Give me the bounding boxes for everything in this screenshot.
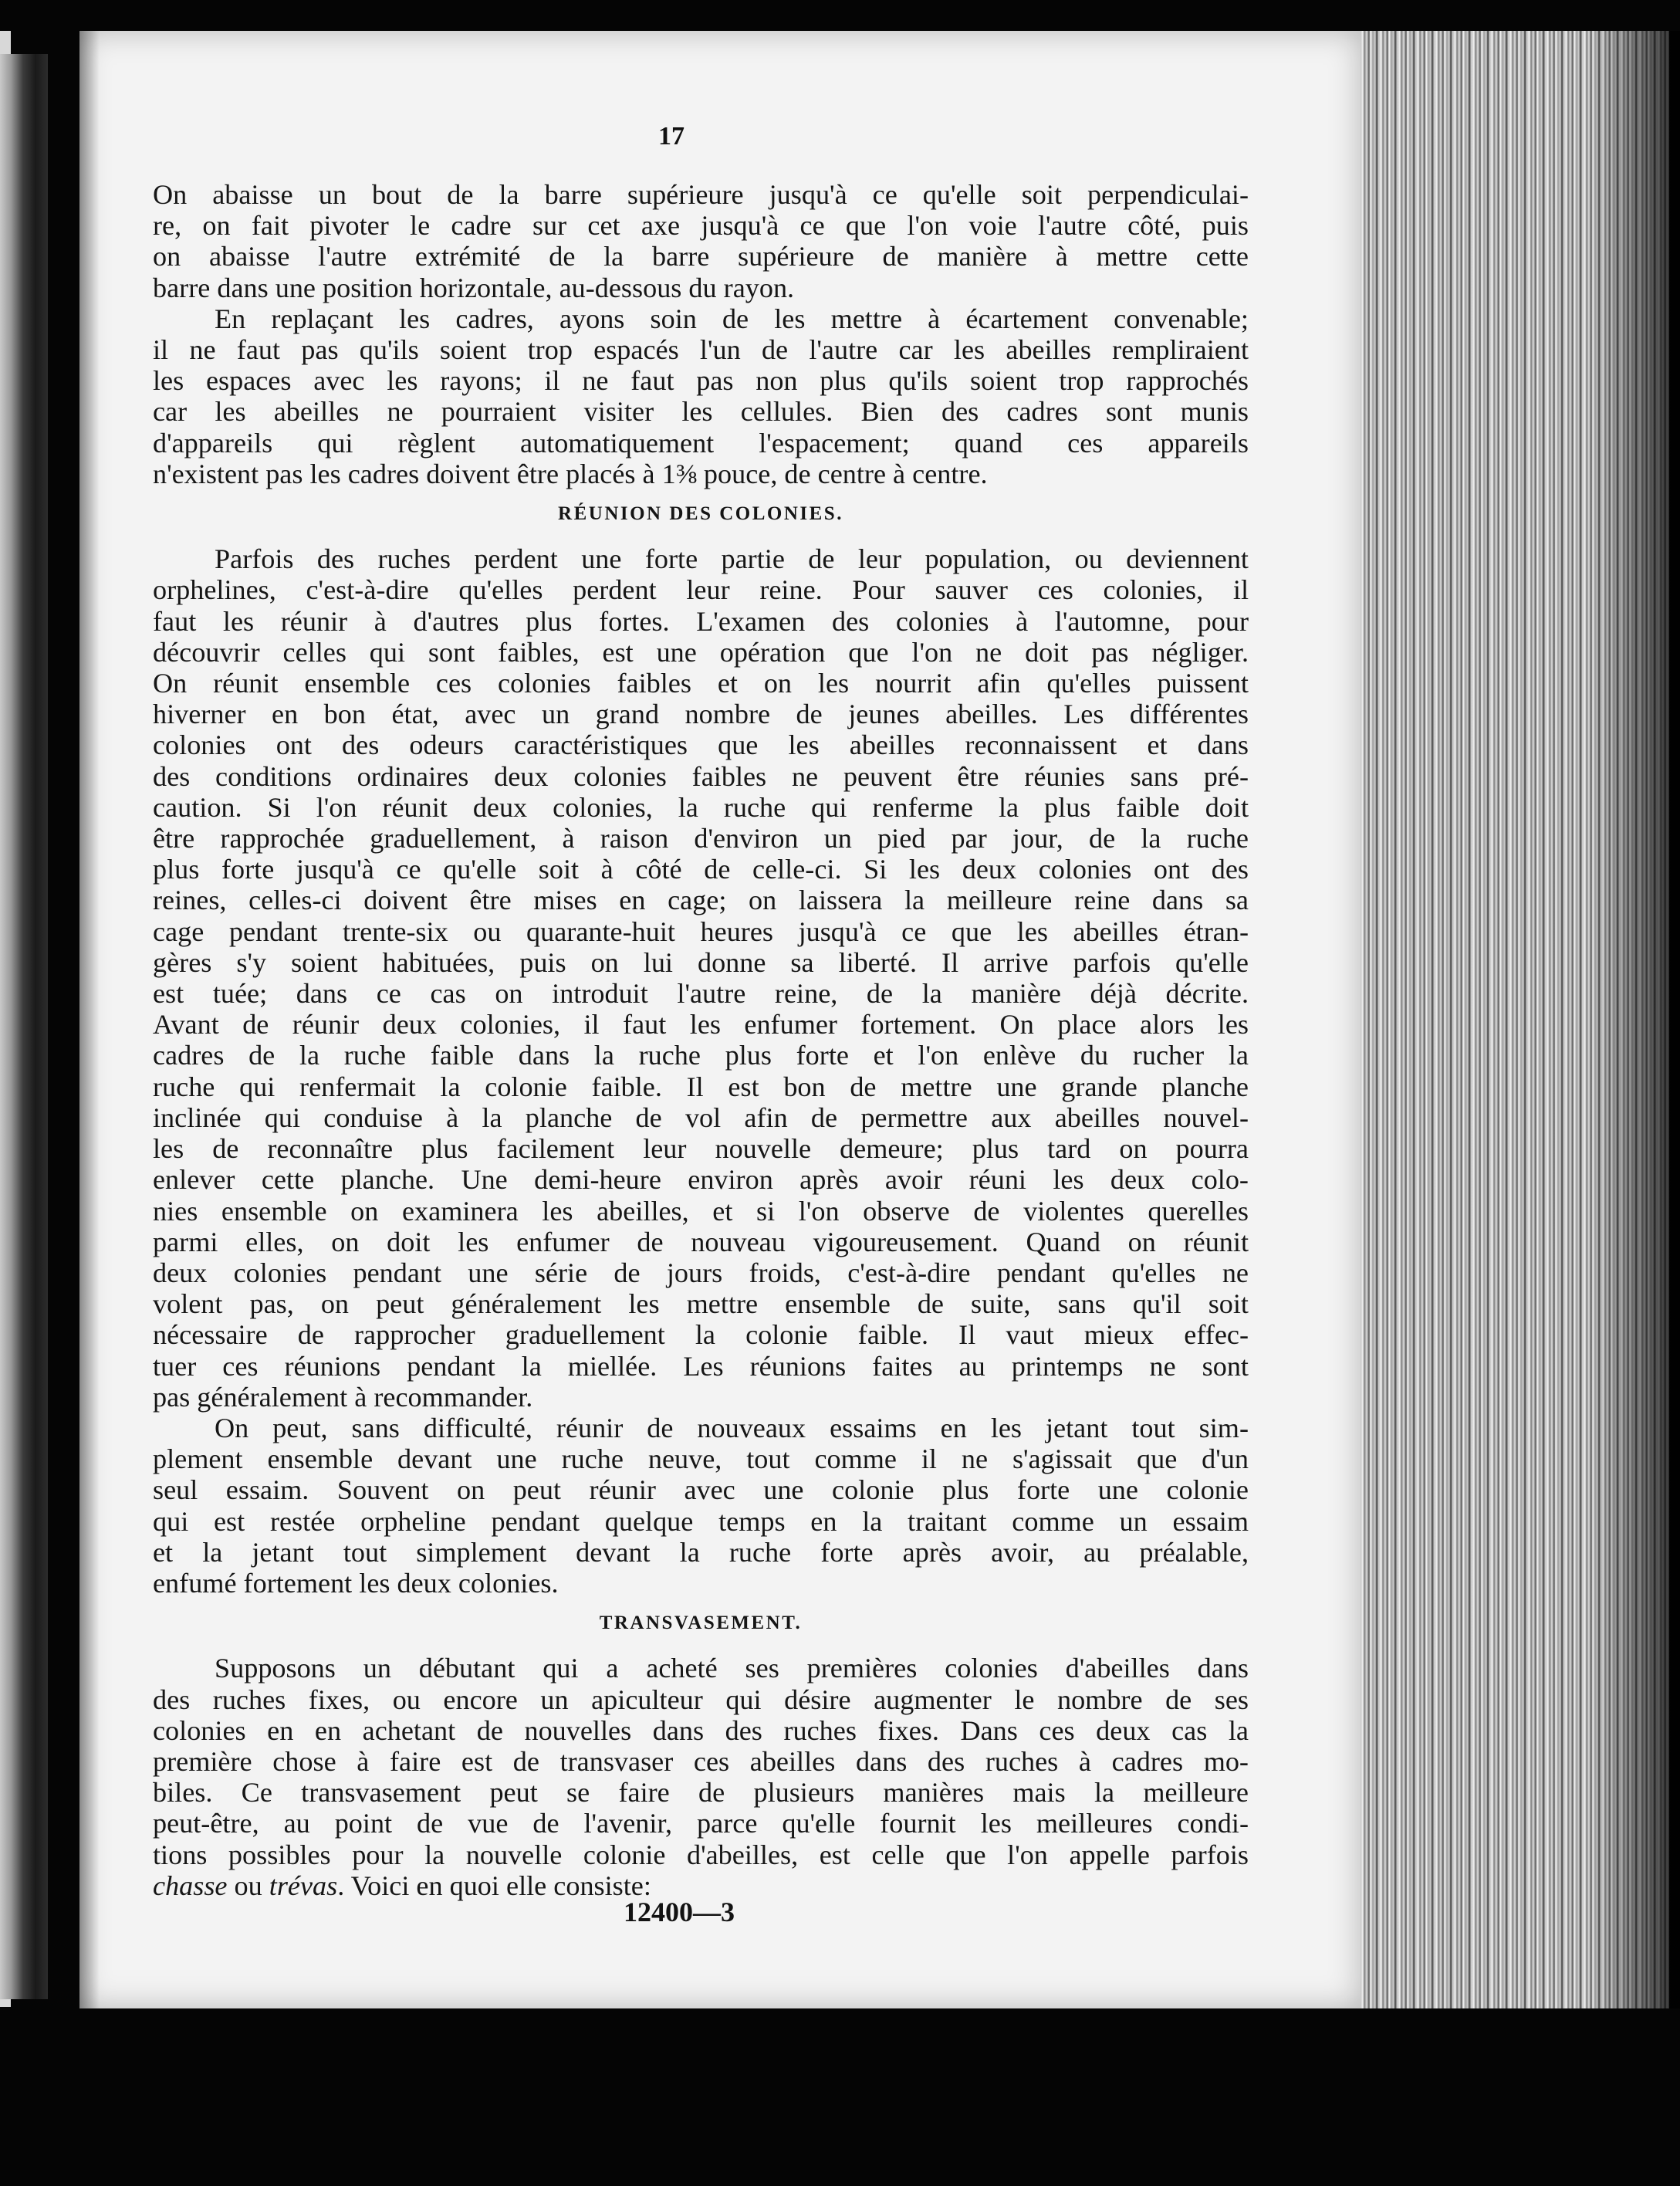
text-line: qui est restée orpheline pendant quelque temps en la traitant comme un essaim [153, 1505, 1249, 1537]
paragraph-1 [153, 179, 1249, 303]
text-line: ruche qui renfermait la colonie faible. Il est bon de mettre une grande planche [153, 1071, 1249, 1102]
text-line: deux colonies pendant une série de jours froids, c'est-à-dire pendant qu'elles ne [153, 1257, 1249, 1288]
text-line: tions possibles pour la nouvelle colonie d'abeilles, est celle que l'on appelle parfois [153, 1839, 1249, 1870]
italic-term-trevas: trévas [269, 1870, 338, 1901]
text-line: colonies en en achetant de nouvelles dans des ruches fixes. Dans ces deux cas la [153, 1714, 1249, 1746]
page-number: 17 [658, 122, 685, 151]
text-line: On peut, sans difficulté, réunir de nouveaux essaims en les jetant tout sim- [215, 1412, 1249, 1443]
text-line: biles. Ce transvasement peut se faire de plusieurs manières mais la meilleure [153, 1777, 1249, 1809]
page-gutter-shadow [79, 31, 100, 2008]
signature-mark: 12400—3 [624, 1897, 735, 1927]
text-line: barre dans une position horizontale, au-dessous du rayon. [153, 272, 795, 303]
text-line: plus forte jusqu'à ce qu'elle soit à côté de celle-ci. Si les deux colonies ont des [153, 854, 1249, 885]
text-line: nies ensemble on examinera les abeilles, et si l'on observe de violentes querelles [153, 1195, 1249, 1227]
text-line: tuer ces réunions pendant la miellée. Les réunions faites au printemps ne sont [153, 1350, 1249, 1382]
paragraph-5 [153, 1653, 1249, 1901]
text-line: n'existent pas les cadres doivent être placés à 1⅜ pouce, de centre à centre. [153, 458, 988, 489]
book-edge-shadow [1590, 31, 1680, 2008]
text-fragment: ou [227, 1870, 269, 1901]
text-line: il ne faut pas qu'ils soient trop espacés l'un de l'autre car les abeilles rempliraient [153, 334, 1249, 366]
italic-term-chasse: chasse [153, 1870, 228, 1901]
text-line: et la jetant tout simplement devant la ruche forte après avoir, au préalable, [153, 1536, 1249, 1568]
paragraph-3 [153, 543, 1249, 1413]
text-line: première chose à faire est de transvaser ces abeilles dans des ruches à cadres mo- [153, 1745, 1249, 1777]
text-fragment: . Voici en quoi elle consiste: [337, 1870, 651, 1901]
text-line: Supposons un débutant qui a acheté ses premières colonies d'abeilles dans [215, 1653, 1249, 1684]
text-line: est tuée; dans ce cas on introduit l'autre reine, de la manière déjà décrite. [153, 978, 1249, 1010]
paragraph-4 [153, 1413, 1249, 1599]
text-line: cage pendant trente-six ou quarante-huit heures jusqu'à ce que les abeilles étran- [153, 915, 1249, 947]
text-line: volent pas, on peut généralement les mettre ensemble de suite, sans qu'il soit [153, 1288, 1249, 1320]
text-line: enlever cette planche. Une demi-heure environ après avoir réuni les deux colo- [153, 1164, 1249, 1196]
text-line: orphelines, c'est-à-dire qu'elles perdent leur reine. Pour sauver ces colonies, il [153, 574, 1249, 606]
body-text [153, 116, 1249, 1901]
text-line: faut les réunir à d'autres plus fortes. L'examen des colonies à l'automne, pour [153, 605, 1249, 637]
paragraph-2 [153, 303, 1249, 489]
text-line: hiverner en bon état, avec un grand nombre de jeunes abeilles. Les différentes [153, 699, 1249, 730]
text-line: des conditions ordinaires deux colonies faibles ne peuvent être réunies sans pré- [153, 760, 1249, 792]
text-line: On abaisse un bout de la barre supérieure jusqu'à ce qu'elle soit perpendiculai- [153, 179, 1249, 210]
text-line: nécessaire de rapprocher graduellement la colonie faible. Il vaut mieux effec- [153, 1319, 1249, 1351]
text-line: parmi elles, on doit les enfumer de nouveau vigoureusement. Quand on réunit [153, 1226, 1249, 1257]
text-line: découvrir celles qui sont faibles, est une opération que l'on ne doit pas négliger. [153, 636, 1249, 668]
text-line: On réunit ensemble ces colonies faibles et on les nourrit afin qu'elles puissent [153, 668, 1249, 699]
text-line: re, on fait pivoter le cadre sur cet axe jusqu'à ce que l'on voie l'autre côté, puis [153, 210, 1249, 242]
text-line: car les abeilles ne pourraient visiter les cellules. Bien des cadres sont munis [153, 396, 1249, 428]
text-line: cadres de la ruche faible dans la ruche plus forte et l'on enlève du rucher la [153, 1040, 1249, 1071]
text-line: les de reconnaître plus facilement leur nouvelle demeure; plus tard on pourra [153, 1133, 1249, 1165]
text-line: on abaisse l'autre extrémité de la barre supérieure de manière à mettre cette [153, 241, 1249, 272]
text-line: inclinée qui conduise à la planche de vol afin de permettre aux abeilles nouvel- [153, 1101, 1249, 1133]
text-line: les espaces avec les rayons; il ne faut pas non plus qu'ils soient trop rapprochés [153, 365, 1249, 397]
text-line: enfumé fortement les deux colonies. [153, 1567, 559, 1599]
text-line: peut-être, au point de vue de l'avenir, parce qu'elle fournit les meilleures condi- [153, 1808, 1249, 1839]
text-line: caution. Si l'on réunit deux colonies, la ruche qui renferme la plus faible doit [153, 791, 1249, 823]
text-line: gères s'y soient habituées, puis on lui donne sa liberté. Il arrive parfois qu'elle [153, 946, 1249, 978]
text-line: des ruches fixes, ou encore un apiculteur qui désire augmenter le nombre de ses [153, 1683, 1249, 1715]
text-line: En replaçant les cadres, ayons soin de les mettre à écartement convenable; [215, 303, 1249, 334]
text-line: colonies ont des odeurs caractéristiques que les abeilles reconnaissent et dans [153, 729, 1249, 761]
text-line: d'appareils qui règlent automatiquement l'espacement; quand ces appareils [153, 427, 1249, 459]
text-line: être rapprochée graduellement, à raison d'environ un pied par jour, de la ruche [153, 823, 1249, 854]
text-line: reines, celles-ci doivent être mises en cage; on laissera la meilleure reine dans sa [153, 885, 1249, 916]
book-spine-shadow [0, 54, 48, 1999]
section-heading-reunion: RÉUNION DES COLONIES. [558, 503, 843, 525]
text-line: plement ensemble devant une ruche neuve, tout comme il ne s'agissait que d'un [153, 1443, 1249, 1475]
text-line: Parfois des ruches perdent une forte partie de leur population, ou deviennent [215, 543, 1249, 575]
text-line: pas généralement à recommander. [153, 1381, 533, 1413]
section-heading-transvasement: TRANSVASEMENT. [599, 1612, 803, 1634]
text-line: Avant de réunir deux colonies, il faut les enfumer fortement. On place alors les [153, 1009, 1249, 1041]
text-line: seul essaim. Souvent on peut réunir avec une colonie plus forte une colonie [153, 1474, 1249, 1506]
